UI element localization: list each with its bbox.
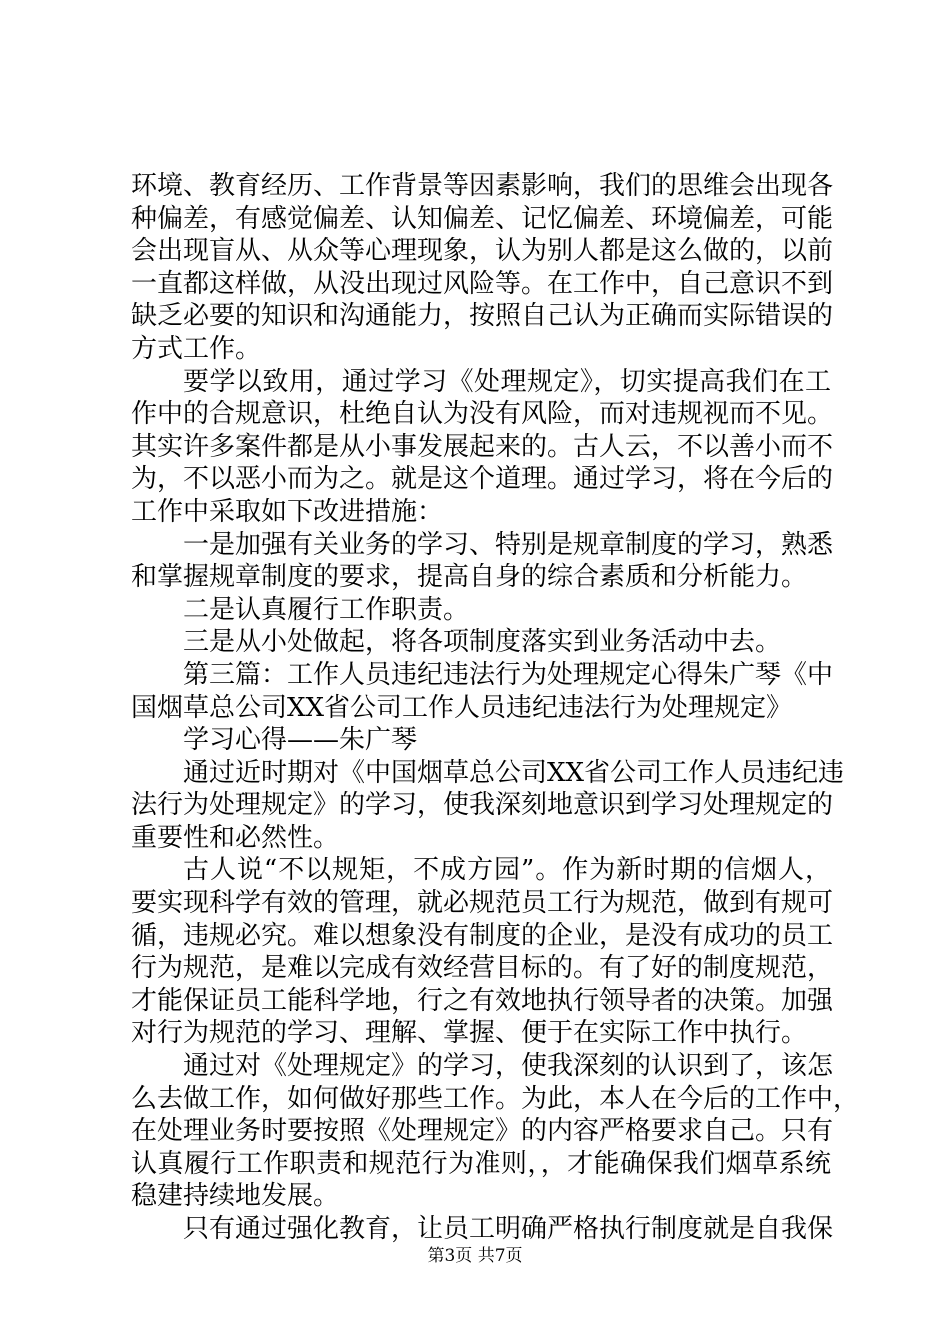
text-line: 会出现盲从、从众等心理现象，认为别人都是这么做的，以前 [131,236,834,267]
text-line: 法行为处理规定》的学习，使我深刻地意识到学习处理规定的 [131,790,834,821]
text-line: 国烟草总公司XX省公司工作人员违纪违法行为处理规定》 [131,692,793,723]
text-line: 古人说“不以规矩，不成方园”。作为新时期的信烟人， [183,855,831,886]
text-line: 其实许多案件都是从小事发展起来的。古人云，不以善小而不 [131,431,834,462]
text-line: 二是认真履行工作职责。 [183,594,470,625]
text-line: 一直都这样做，从没出现过风险等。在工作中，自己意识不到 [131,268,834,299]
text-line: 第三篇：工作人员违纪违法行为处理规定心得朱广琴《中 [183,659,834,690]
text-line: 为，不以恶小而为之。就是这个道理。通过学习，将在今后的 [131,464,834,495]
text-line: 认真履行工作职责和规范行为准则，，才能确保我们烟草系统 [131,1148,831,1179]
text-line: 缺乏必要的知识和沟通能力，按照自己认为正确而实际错误的 [131,301,834,332]
text-line: 三是从小处做起，将各项制度落实到业务活动中去。 [183,627,782,658]
text-line: 学习心得——朱广琴 [183,725,418,756]
text-line: 和掌握规章制度的要求，提高自身的综合素质和分析能力。 [131,562,808,593]
text-line: 种偏差，有感觉偏差、认知偏差、记忆偏差、环境偏差，可能 [131,203,834,234]
text-line: 方式工作。 [131,333,262,364]
text-line: 才能保证员工能科学地，行之有效地执行领导者的决策。加强 [131,985,834,1016]
text-line: 在处理业务时要按照《处理规定》的内容严格要求自己。只有 [131,1116,834,1147]
text-line: 作中的合规意识，杜绝自认为没有风险，而对违规视而不见。 [131,399,834,430]
text-line: 通过近时期对《中国烟草总公司XX省公司工作人员违纪违 [183,757,845,788]
text-line: 工作中采取如下改进措施： [131,496,444,527]
document-body [131,170,860,1246]
text-line: 循，违规必究。难以想象没有制度的企业，是没有成功的员工 [131,920,834,951]
text-line: 要学以致用，通过学习《处理规定》，切实提高我们在工 [183,366,831,397]
text-line: 一是加强有关业务的学习、特别是规章制度的学习，熟悉 [183,529,834,560]
text-line: 重要性和必然性。 [131,822,340,853]
text-line: 么去做工作，如何做好那些工作。为此，本人在今后的工作中， [131,1083,860,1114]
text-line: 环境、教育经历、工作背景等因素影响，我们的思维会出现各 [131,171,834,201]
text-line: 通过对《处理规定》的学习，使我深刻的认识到了，该怎 [183,1051,834,1082]
text-line: 对行为规范的学习、理解、掌握、便于在实际工作中执行。 [131,1018,808,1049]
text-line: 只有通过强化教育，让员工明确严格执行制度就是自我保 [183,1214,834,1244]
page-number-footer: 第3页 共7页 [427,1246,523,1266]
text-line: 要实现科学有效的管理，就必规范员工行为规范，做到有规可 [131,888,834,919]
text-line: 行为规范，是难以完成有效经营目标的。有了好的制度规范， [131,953,834,984]
text-line: 稳建持续地发展。 [131,1181,340,1212]
